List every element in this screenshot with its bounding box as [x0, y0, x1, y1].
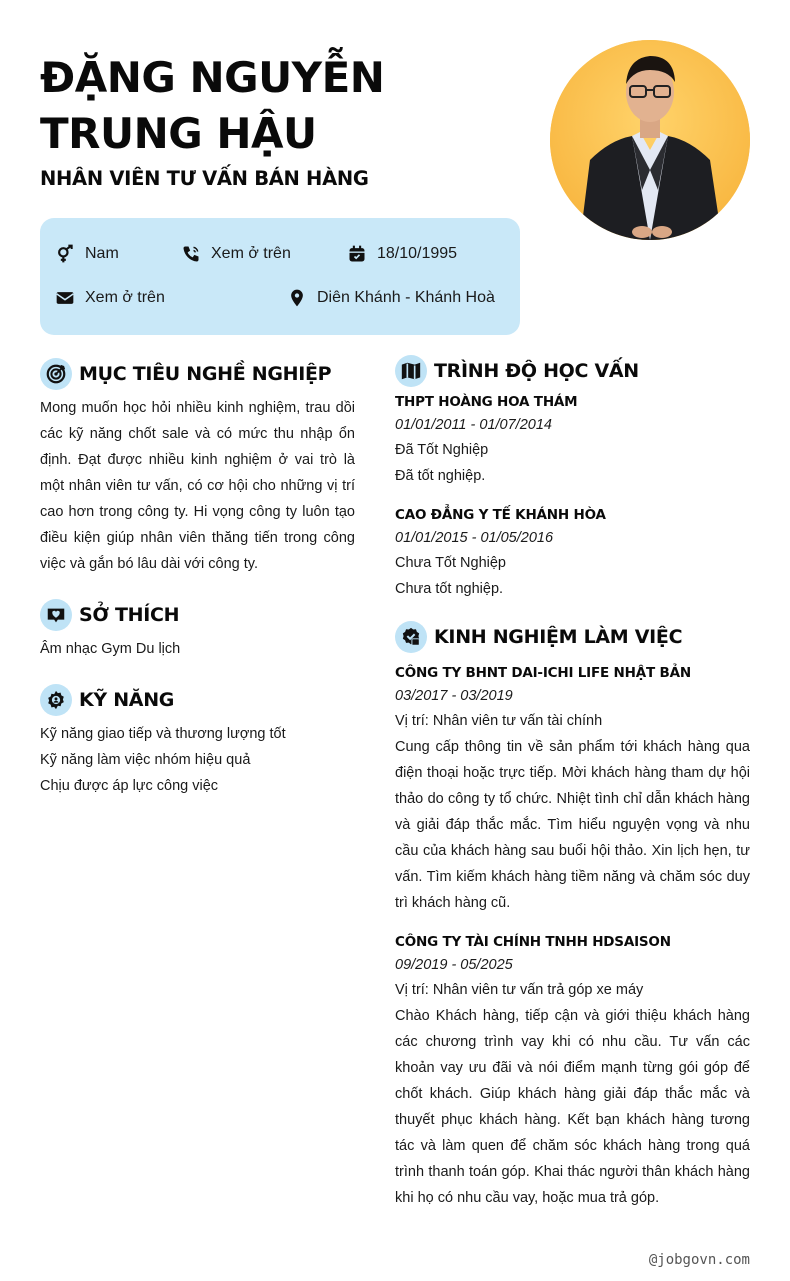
profile-photo — [550, 40, 750, 240]
skills-heading — [40, 684, 174, 716]
career-goal-heading — [40, 358, 331, 390]
experience-position: Vị trí: Nhân viên tư vấn tài chính — [395, 713, 603, 729]
phone-value: Xem ở trên — [211, 245, 291, 262]
education-heading — [395, 355, 639, 387]
contact-birthday — [346, 243, 457, 265]
education-status: Đã Tốt Nghiệp — [395, 442, 489, 458]
experience-title: KINH NGHIỆM LÀM VIỆC — [434, 626, 683, 648]
job-title: NHÂN VIÊN TƯ VẤN BÁN HÀNG — [40, 167, 369, 190]
phone-icon — [180, 243, 202, 265]
candidate-name-line2: TRUNG HẬU — [40, 109, 317, 158]
experience-description: Cung cấp thông tin về sản phẩm tới khách hàng qua điện thoại hoặc trực tiếp. Mời khách hàng tham dự hội thảo do công ty tổ chức. Nhiệt tình chỉ dẫn khách hàng và giải đáp thắc mắc. Tìm hiểu nguyện vọng và nhu cầu của khách hàng sau buổi hội thảo. Xin lịch hẹn, tư vấn. Tìm kiếm khách hàng tiềm năng và chăm sóc duy trì khách hàng cũ. — [395, 739, 750, 911]
email-value: Xem ở trên — [85, 289, 165, 306]
experience-company: CÔNG TY TÀI CHÍNH TNHH HDSAISON — [395, 934, 671, 950]
contact-address — [286, 287, 495, 309]
experience-description: Chào Khách hàng, tiếp cận và giới thiệu khách hàng các chương trình vay khi có nhu cầu. Tư vấn các khoản vay ưu đãi và nói điểm mạnh từng gói góp để chốt khách. Giúp khách hàng giải đáp thắc mắc và thuyết phục khách hàng. Kết bạn khách hàng tương tác và làm quen để chăm sóc khách hàng trong quá trình thanh toán góp. Khai thác người thân khách hàng khi họ có nhu cầu vay, hoặc mua trả góp. — [395, 1008, 750, 1206]
skill-item: Chịu được áp lực công việc — [40, 778, 219, 794]
address-value: Diên Khánh - Khánh Hoà — [317, 289, 495, 306]
education-school: THPT HOÀNG HOA THÁM — [395, 394, 578, 410]
skill-item: Kỹ năng giao tiếp và thương lượng tốt — [40, 726, 286, 742]
experience-heading — [395, 621, 682, 653]
experience-position: Vị trí: Nhân viên tư vấn trả góp xe máy — [395, 982, 644, 998]
envelope-icon — [54, 287, 76, 309]
education-title: TRÌNH ĐỘ HỌC VẤN — [434, 360, 639, 382]
book-icon — [395, 355, 427, 387]
contact-phone — [180, 243, 291, 265]
badge-check-icon — [395, 621, 427, 653]
experience-dates: 09/2019 - 05/2025 — [395, 957, 513, 973]
education-dates: 01/01/2015 - 01/05/2016 — [395, 530, 554, 546]
hobbies-text: Âm nhạc Gym Du lịch — [40, 641, 181, 657]
contact-email — [54, 287, 165, 309]
hobbies-title: SỞ THÍCH — [79, 604, 180, 626]
watermark: @jobgovn.com — [648, 1252, 750, 1268]
gender-value: Nam — [85, 245, 119, 262]
gear-icon — [40, 684, 72, 716]
experience-company: CÔNG TY BHNT DAI-ICHI LIFE NHẬT BẢN — [395, 665, 691, 681]
skills-title: KỸ NĂNG — [79, 689, 175, 711]
heart-icon — [40, 599, 72, 631]
skill-item: Kỹ năng làm việc nhóm hiệu quả — [40, 752, 251, 768]
education-dates: 01/01/2011 - 01/07/2014 — [395, 417, 552, 433]
candidate-name — [40, 50, 520, 162]
map-pin-icon — [286, 287, 308, 309]
career-goal-title: MỤC TIÊU NGHỀ NGHIỆP — [79, 363, 332, 385]
education-note: Chưa tốt nghiệp. — [395, 581, 504, 597]
birthday-value: 18/10/1995 — [377, 245, 458, 262]
hobbies-heading — [40, 599, 179, 631]
profile-photo-illustration — [550, 40, 750, 240]
experience-dates: 03/2017 - 03/2019 — [395, 688, 513, 704]
education-school: CAO ĐẲNG Y TẾ KHÁNH HÒA — [395, 507, 606, 523]
contact-info-panel — [40, 218, 520, 335]
contact-gender — [54, 243, 119, 265]
candidate-name-line1: ĐẶNG NGUYỄN — [40, 53, 385, 102]
calendar-icon — [346, 243, 368, 265]
education-status: Chưa Tốt Nghiệp — [395, 555, 507, 571]
career-goal-text: Mong muốn học hỏi nhiều kinh nghiệm, trau dồi các kỹ năng chốt sale và có mức thu nhập ổn định. Đạt được nhiều kinh nghiệm ở vai trò là một nhân viên tư vấn, có cơ hội cho những vị trí cao hơn trong công ty. Hi vọng công ty luôn tạo điều kiện giúp nhân viên thăng tiến trong công việc và gắn bó lâu dài với công ty. — [40, 400, 355, 572]
target-icon — [40, 358, 72, 390]
education-note: Đã tốt nghiệp. — [395, 468, 486, 484]
gender-icon — [54, 243, 76, 265]
